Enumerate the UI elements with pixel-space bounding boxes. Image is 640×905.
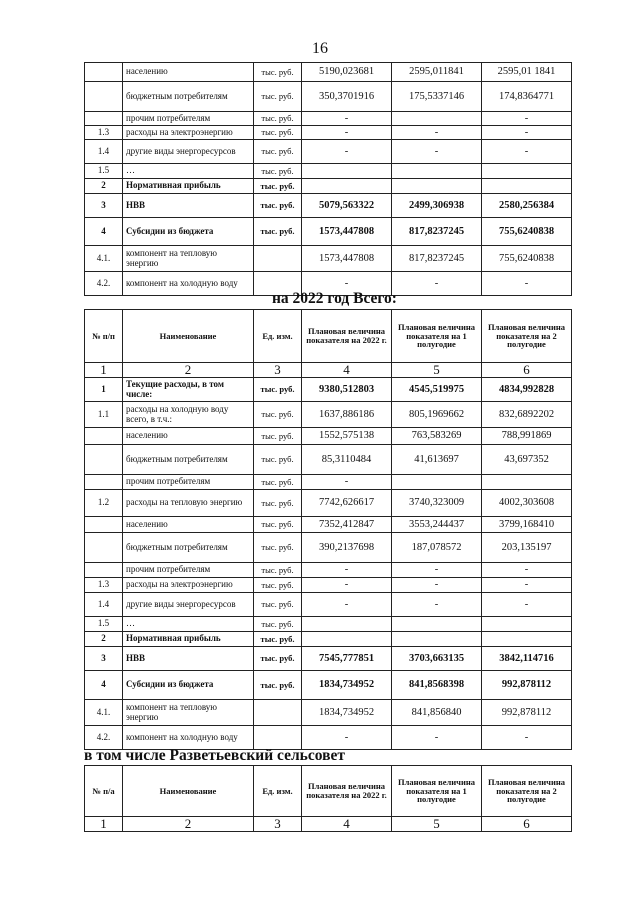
table-row — [85, 445, 572, 475]
table-row — [85, 533, 572, 563]
value-h2: - — [482, 272, 572, 296]
value-h1: - — [392, 578, 482, 593]
value-h2: 203,135197 — [482, 533, 572, 563]
value-year: 1834,734952 — [302, 671, 392, 700]
column-number: 4 — [302, 363, 392, 378]
value-h2: - — [482, 126, 572, 140]
row-name: Нормативная прибыль — [123, 179, 254, 194]
row-unit: тыс. руб. — [254, 517, 302, 533]
row-unit: тыс. руб. — [254, 475, 302, 490]
value-year: - — [302, 112, 392, 126]
row-unit: тыс. руб. — [254, 402, 302, 428]
table-row — [85, 671, 572, 700]
row-name: населению — [123, 517, 254, 533]
column-number: 4 — [302, 817, 392, 832]
row-name: другие виды энергоресурсов — [123, 593, 254, 617]
column-number: 3 — [254, 817, 302, 832]
row-number: 2 — [85, 632, 123, 647]
column-number: 1 — [85, 363, 123, 378]
row-unit: тыс. руб. — [254, 647, 302, 671]
row-unit: тыс. руб. — [254, 632, 302, 647]
value-h1: - — [392, 593, 482, 617]
row-unit: тыс. руб. — [254, 428, 302, 445]
column-number-row — [85, 363, 572, 378]
value-h1 — [392, 632, 482, 647]
row-name: … — [123, 617, 254, 632]
value-year: 1637,886186 — [302, 402, 392, 428]
row-number — [85, 517, 123, 533]
table-row — [85, 632, 572, 647]
table-row — [85, 700, 572, 726]
table-row — [85, 402, 572, 428]
value-h1 — [392, 164, 482, 179]
row-number — [85, 533, 123, 563]
value-h1: 3703,663135 — [392, 647, 482, 671]
row-unit — [254, 246, 302, 272]
value-year: 1552,575138 — [302, 428, 392, 445]
row-unit: тыс. руб. — [254, 63, 302, 82]
row-name: компонент на тепловую энергию — [123, 246, 254, 272]
value-h1: - — [392, 563, 482, 578]
row-number: 2 — [85, 179, 123, 194]
column-number: 5 — [392, 363, 482, 378]
row-number: 4.2. — [85, 272, 123, 296]
value-h2 — [482, 632, 572, 647]
row-name: Текущие расходы, в том числе: — [123, 378, 254, 402]
column-number: 3 — [254, 363, 302, 378]
row-number: 4.2. — [85, 726, 123, 750]
value-year — [302, 617, 392, 632]
row-number: 1.5 — [85, 617, 123, 632]
value-h1: - — [392, 272, 482, 296]
table-row — [85, 378, 572, 402]
value-h1: 41,613697 — [392, 445, 482, 475]
header-name: Наименование — [123, 310, 254, 363]
row-number — [85, 475, 123, 490]
header-unit: Ед. изм. — [254, 766, 302, 817]
row-unit: тыс. руб. — [254, 82, 302, 112]
table-row — [85, 112, 572, 126]
row-name: Субсидии из бюджета — [123, 671, 254, 700]
value-h1: 3553,244437 — [392, 517, 482, 533]
table-row — [85, 593, 572, 617]
row-number — [85, 428, 123, 445]
row-number — [85, 82, 123, 112]
value-h1: - — [392, 126, 482, 140]
row-unit: тыс. руб. — [254, 445, 302, 475]
row-unit: тыс. руб. — [254, 126, 302, 140]
value-year: 5190,023681 — [302, 63, 392, 82]
value-h2: 992,878112 — [482, 700, 572, 726]
row-number: 1.5 — [85, 164, 123, 179]
value-year: 7352,412847 — [302, 517, 392, 533]
header-plan-year: Плановая величина показателя на 2022 г. — [302, 766, 392, 817]
row-number: 3 — [85, 647, 123, 671]
row-number: 4 — [85, 218, 123, 246]
value-h1: 841,856840 — [392, 700, 482, 726]
column-number: 5 — [392, 817, 482, 832]
value-h1: 4545,519975 — [392, 378, 482, 402]
column-number: 6 — [482, 363, 572, 378]
row-number: 1.2 — [85, 490, 123, 517]
header-plan-h1: Плановая величина показателя на 1 полугодие — [392, 310, 482, 363]
row-number: 4.1. — [85, 246, 123, 272]
row-unit: тыс. руб. — [254, 194, 302, 218]
row-name: компонент на холодную воду — [123, 272, 254, 296]
table-row — [85, 578, 572, 593]
value-year: 1834,734952 — [302, 700, 392, 726]
value-h1 — [392, 179, 482, 194]
row-unit: тыс. руб. — [254, 617, 302, 632]
value-h2: - — [482, 563, 572, 578]
value-h2: 3799,168410 — [482, 517, 572, 533]
value-year: 7742,626617 — [302, 490, 392, 517]
header-no: № п/а — [85, 766, 123, 817]
row-number: 1.4 — [85, 140, 123, 164]
column-number: 1 — [85, 817, 123, 832]
row-number: 1.4 — [85, 593, 123, 617]
value-h2: 4002,303608 — [482, 490, 572, 517]
table-razvetyevsky — [84, 765, 572, 832]
header-plan-year: Плановая величина показателя на 2022 г. — [302, 310, 392, 363]
row-name: НВВ — [123, 647, 254, 671]
value-year — [302, 164, 392, 179]
column-number: 2 — [123, 817, 254, 832]
header-unit: Ед. изм. — [254, 310, 302, 363]
value-year — [302, 632, 392, 647]
row-number — [85, 112, 123, 126]
value-h2: 832,6892202 — [482, 402, 572, 428]
table-row — [85, 246, 572, 272]
row-unit: тыс. руб. — [254, 578, 302, 593]
value-h2: 174,8364771 — [482, 82, 572, 112]
value-year: 1573,447808 — [302, 246, 392, 272]
value-year: 85,3110484 — [302, 445, 392, 475]
value-h2: 3842,114716 — [482, 647, 572, 671]
row-name: бюджетным потребителям — [123, 82, 254, 112]
table-row — [85, 647, 572, 671]
row-number — [85, 63, 123, 82]
row-unit: тыс. руб. — [254, 671, 302, 700]
table-2021-continued — [84, 62, 572, 296]
row-unit: тыс. руб. — [254, 378, 302, 402]
table-row — [85, 475, 572, 490]
value-h2 — [482, 164, 572, 179]
row-name: НВВ — [123, 194, 254, 218]
value-h1: 841,8568398 — [392, 671, 482, 700]
value-h2 — [482, 179, 572, 194]
row-unit: тыс. руб. — [254, 140, 302, 164]
table-row — [85, 563, 572, 578]
row-name: расходы на электроэнергию — [123, 578, 254, 593]
row-name: бюджетным потребителям — [123, 445, 254, 475]
row-unit — [254, 726, 302, 750]
value-year: 5079,563322 — [302, 194, 392, 218]
value-h1 — [392, 112, 482, 126]
row-name: компонент на тепловую энергию — [123, 700, 254, 726]
value-h2: 992,878112 — [482, 671, 572, 700]
value-year: 390,2137698 — [302, 533, 392, 563]
row-name: Субсидии из бюджета — [123, 218, 254, 246]
value-h1: 2595,011841 — [392, 63, 482, 82]
table-row — [85, 726, 572, 750]
value-h1: 805,1969662 — [392, 402, 482, 428]
row-number: 1 — [85, 378, 123, 402]
row-unit — [254, 700, 302, 726]
row-name: компонент на холодную воду — [123, 726, 254, 750]
value-h2 — [482, 617, 572, 632]
value-h2 — [482, 475, 572, 490]
row-number: 1.1 — [85, 402, 123, 428]
value-h2: 755,6240838 — [482, 218, 572, 246]
value-h2: - — [482, 578, 572, 593]
row-number: 4 — [85, 671, 123, 700]
column-number: 2 — [123, 363, 254, 378]
value-h2: 2595,01 1841 — [482, 63, 572, 82]
row-unit: тыс. руб. — [254, 533, 302, 563]
row-unit: тыс. руб. — [254, 112, 302, 126]
value-h2: - — [482, 726, 572, 750]
value-h1: 187,078572 — [392, 533, 482, 563]
table-row — [85, 179, 572, 194]
row-number: 4.1. — [85, 700, 123, 726]
value-h2: - — [482, 112, 572, 126]
value-h1: 817,8237245 — [392, 246, 482, 272]
table-header-row — [85, 766, 572, 817]
row-name: населению — [123, 428, 254, 445]
header-plan-h2: Плановая величина показателя на 2 полугодие — [482, 766, 572, 817]
value-h2: 788,991869 — [482, 428, 572, 445]
table-2022-total — [84, 309, 572, 750]
value-h2: 43,697352 — [482, 445, 572, 475]
value-h1: 817,8237245 — [392, 218, 482, 246]
row-name: прочим потребителям — [123, 563, 254, 578]
value-year: - — [302, 578, 392, 593]
value-year — [302, 179, 392, 194]
row-name: другие виды энергоресурсов — [123, 140, 254, 164]
value-h1: 175,5337146 — [392, 82, 482, 112]
row-name: прочим потребителям — [123, 112, 254, 126]
row-unit: тыс. руб. — [254, 593, 302, 617]
table-row — [85, 490, 572, 517]
row-number — [85, 563, 123, 578]
value-h1: 3740,323009 — [392, 490, 482, 517]
value-h2: - — [482, 140, 572, 164]
value-h2: - — [482, 593, 572, 617]
header-plan-h2: Плановая величина показателя на 2 полугодие — [482, 310, 572, 363]
row-number — [85, 445, 123, 475]
value-year: 350,3701916 — [302, 82, 392, 112]
value-year: 9380,512803 — [302, 378, 392, 402]
row-name: населению — [123, 63, 254, 82]
row-name: расходы на тепловую энергию — [123, 490, 254, 517]
value-year: 7545,777851 — [302, 647, 392, 671]
row-name: Нормативная прибыль — [123, 632, 254, 647]
value-h2: 4834,992828 — [482, 378, 572, 402]
table-row — [85, 194, 572, 218]
row-unit: тыс. руб. — [254, 164, 302, 179]
value-year: - — [302, 726, 392, 750]
row-unit: тыс. руб. — [254, 218, 302, 246]
value-year: - — [302, 272, 392, 296]
value-year: - — [302, 593, 392, 617]
section-heading-razvetyevsky: в том числе Разветьевский сельсовет — [84, 747, 345, 764]
table-row — [85, 63, 572, 82]
table-header-row — [85, 310, 572, 363]
table-row — [85, 617, 572, 632]
row-name: бюджетным потребителям — [123, 533, 254, 563]
column-number: 6 — [482, 817, 572, 832]
header-plan-h1: Плановая величина показателя на 1 полугодие — [392, 766, 482, 817]
value-year: - — [302, 475, 392, 490]
table-row — [85, 126, 572, 140]
table-row — [85, 517, 572, 533]
row-unit: тыс. руб. — [254, 179, 302, 194]
value-h1: 763,583269 — [392, 428, 482, 445]
row-number: 1.3 — [85, 578, 123, 593]
row-unit: тыс. руб. — [254, 563, 302, 578]
row-name: … — [123, 164, 254, 179]
header-no: № п/п — [85, 310, 123, 363]
value-h2: 2580,256384 — [482, 194, 572, 218]
column-number-row — [85, 817, 572, 832]
header-name: Наименование — [123, 766, 254, 817]
row-name: прочим потребителям — [123, 475, 254, 490]
row-name: расходы на электроэнергию — [123, 126, 254, 140]
value-h1 — [392, 475, 482, 490]
page-number: 16 — [312, 40, 328, 57]
value-h1 — [392, 617, 482, 632]
value-h1: - — [392, 140, 482, 164]
table-row — [85, 82, 572, 112]
table-row — [85, 164, 572, 179]
table-row — [85, 428, 572, 445]
row-name: расходы на холодную воду всего, в т.ч.: — [123, 402, 254, 428]
value-year: - — [302, 563, 392, 578]
value-h1: - — [392, 726, 482, 750]
section-heading-2022-total: на 2022 год Всего: — [272, 290, 397, 307]
value-year: - — [302, 126, 392, 140]
row-number: 1.3 — [85, 126, 123, 140]
value-h2: 755,6240838 — [482, 246, 572, 272]
row-unit: тыс. руб. — [254, 490, 302, 517]
table-row — [85, 140, 572, 164]
table-row — [85, 218, 572, 246]
row-number: 3 — [85, 194, 123, 218]
value-h1: 2499,306938 — [392, 194, 482, 218]
value-year: 1573,447808 — [302, 218, 392, 246]
value-year: - — [302, 140, 392, 164]
